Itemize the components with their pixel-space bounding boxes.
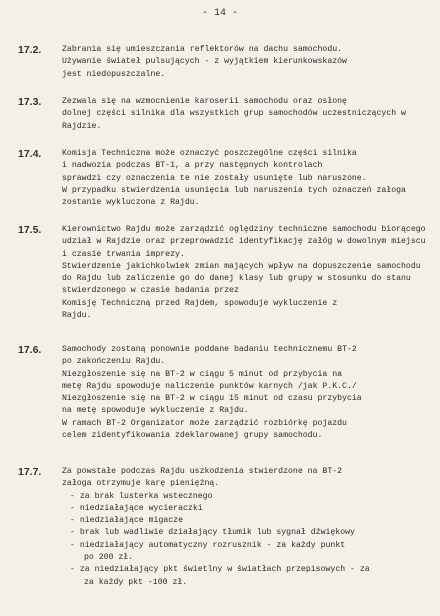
section-body xyxy=(62,148,432,209)
section-body xyxy=(62,224,432,322)
text-line: Niezgłoszenie się na BT-2 w ciągu 15 minut od czasu przybycia xyxy=(62,394,362,404)
text-line: Kierownictwo Rajdu może zarządzić oględziny techniczne samochodu biorącego udział w Rajdzie oraz przeprowadzić identyfikację załóg w dowolnym miejscu i czasie trwania imprezy. xyxy=(62,225,426,259)
text-line: celem zidentyfikowania zdeklarowanej grupy samochodu. xyxy=(62,431,323,441)
list-item: - niedziałający automatyczny rozrusznik - za każdy punkt xyxy=(70,540,346,550)
text-line: metę Rajdu spowoduje naliczenie punktów karnych /jak P.K.C./ xyxy=(62,381,357,391)
text-line: i nadwozia podczas BT-1, a przy następnych kontrolach xyxy=(62,161,323,171)
list-item: - za niedziałający pkt świetlny w światłach przepisowych - za xyxy=(70,565,370,575)
section-number: 17.5. xyxy=(18,224,42,236)
text-line: W przypadku stwierdzenia usunięcia lub naruszenia tych oznaczeń załoga zostanie wykluczona z Rajdu. xyxy=(62,185,406,208)
text-line: Komisję Techniczną przed Rajdem, spowoduje wykluczenie z xyxy=(62,298,338,308)
text-line: Niezgłoszenie się na BT-2 w ciągu 5 minut od przybycia na xyxy=(62,369,343,379)
text-line: Za powstałe podczas Rajdu uszkodzenia stwierdzone na BT-2 xyxy=(62,467,343,476)
text-line: Rajdu. xyxy=(62,311,92,321)
text-line: Samochody zostaną ponownie poddane badaniu technicznemu BT-2 xyxy=(62,345,357,354)
list-item: - niedziałające migacze xyxy=(70,516,184,526)
text-line: dolnej części silnika dla wszystkich grup samochodów uczestniczących w Rajdzie. xyxy=(62,109,406,131)
section-number: 17.3. xyxy=(18,96,42,108)
text-line: sprawdzi czy oznaczenia te nie zostały usunięte lub naruszone. xyxy=(62,173,367,183)
list-item-continuation: po 200 zł. xyxy=(84,553,134,563)
section-body xyxy=(62,96,432,133)
section-number: 17.7. xyxy=(18,466,42,478)
section-number: 17.6. xyxy=(18,344,42,356)
section-body xyxy=(62,466,432,589)
text-line: Zezwala się na wzmocnienie karoserii samochodu oraz osłonę xyxy=(62,97,347,106)
text-line: załoga otrzymuje karę pieniężną. xyxy=(62,479,220,489)
text-line: po zakończeniu Rajdu. xyxy=(62,357,166,367)
section-body xyxy=(62,344,432,442)
list-item: - brak lub wadliwie działający tłumik lub sygnał dźwiękowy xyxy=(70,528,355,538)
text-line: Komisja Techniczna może oznaczyć poszczególne części silnika xyxy=(62,149,357,158)
list-item-continuation: za każdy pkt -100 zł. xyxy=(84,577,188,587)
text-line: Zabrania się umieszczania reflektorów na dachu samochodu. xyxy=(62,45,343,54)
section-number: 17.2. xyxy=(18,44,42,56)
text-line: jest niedopuszczalne. xyxy=(62,69,166,79)
page-number: - 14 - xyxy=(201,8,238,19)
section-body xyxy=(62,44,432,81)
list-item: - za brak lusterka wstecznego xyxy=(70,491,213,501)
text-line: na metę spowoduje wykluczenie z Rajdu. xyxy=(62,406,249,416)
section-number: 17.4. xyxy=(18,148,42,160)
text-line: Stwierdzenie jakichkolwiek zmian mających wpływ na dopuszczenie samochodu do Rajdu lub zaliczenie go do danej klasy lub grupy w stosunku do stanu stwierdzonego w czasie badania przez xyxy=(62,261,421,296)
text-line: W ramach BT-2 Organizator może zarządzić rozbiórkę pojazdu xyxy=(62,418,347,428)
list-item: - niedziałające wycieraczki xyxy=(70,503,203,513)
text-line: Używanie świateł pulsujących - z wyjątkiem kierunkowskazów xyxy=(62,57,347,67)
